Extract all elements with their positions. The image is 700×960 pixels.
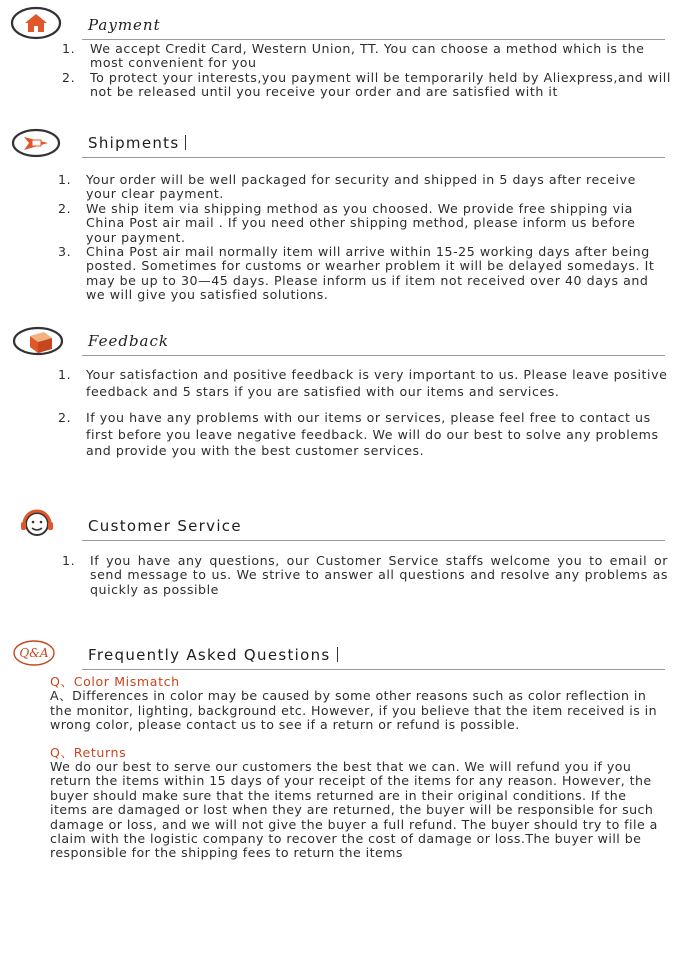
faq-entries [50,675,666,861]
item-number: 1. [58,172,72,187]
item-text: If you have any problems with our items or services, please feel free to contact us first before you leave negative feedback. We will do our best to solve any problems and provide you with the best customer services. [86,410,659,459]
shipments-title [88,134,186,152]
list-item [58,245,666,303]
list-item [62,42,672,71]
faq-question: Q、Returns [50,744,127,760]
faq-answer: A、Differences in color may be caused by some other reasons such as color reflection in the monitor, lighting, background etc. However, if you believe that the item received is in wrong color, please contact us to see if a return or refund is possible. [50,688,658,733]
list-item [58,202,666,245]
item-text: We ship item via shipping method as you choosed. We provide free shipping via China Post air mail . If you need other shipping method, please inform us before your payment. [86,200,636,245]
item-text: Your satisfaction and positive feedback is very important to us. Please leave positive feedback and 5 stars if you are satisfied with our items and services. [86,367,668,399]
feedback-divider [82,355,665,356]
customer-service-section-header [10,507,665,541]
list-item [58,410,670,460]
box-icon [10,322,66,356]
payment-section-header [10,6,665,40]
shipments-section-header [10,124,665,158]
payment-divider [82,39,665,40]
item-number: 1. [62,41,76,56]
plane-icon [10,124,66,158]
qa-icon-label: Q&A [19,646,49,660]
payment-title: Payment [88,16,161,34]
item-number: 1. [58,367,72,382]
feedback-list [58,367,670,460]
list-item [62,71,672,100]
item-text: To protect your interests,you payment will be temporarily held by Aliexpress,and will not be released until you receive your order and are satisfied with it [90,69,671,100]
faq-section-header [10,636,665,670]
faq-title-text: Frequently Asked Questions [88,646,331,664]
shipments-list [58,173,666,303]
headset-icon [10,507,66,541]
item-text: If you have any questions, our Customer Service staffs welcome you to email or send message to us. We strive to answer all questions and resolve any problems as quickly as possible [90,553,668,597]
item-number: 3. [58,244,72,260]
item-number: 2. [62,69,76,85]
faq-divider [82,669,665,670]
item-text: We accept Credit Card, Western Union, TT. You can choose a method which is the most convenient for you [90,41,645,71]
qa-icon [10,636,66,670]
faq-title [88,646,338,664]
text-cursor [337,647,338,662]
list-item [62,554,668,597]
shipments-title-text: Shipments [88,134,180,152]
text-cursor [185,135,186,150]
customer-service-list [62,554,668,597]
customer-service-title: Customer Service [88,517,242,535]
customer-service-divider [82,540,665,541]
item-number: 2. [58,200,72,216]
item-text: China Post air mail normally item will arrive within 15-25 working days after being posted. Sometimes for customs or wearher problem it will be delayed somedays. It may be up to 30—45 days. Please inform us if item not received over 40 days and we will give you satisfied solutions. [86,244,655,303]
faq-question: Q、Color Mismatch [50,674,180,689]
item-number: 2. [58,410,72,426]
payment-list [62,42,672,100]
list-item [58,173,666,202]
list-item [58,367,670,400]
item-text: Your order will be well packaged for security and shipped in 5 days after receive your clear payment. [86,172,636,202]
faq-answer: We do our best to serve our customers the best that we can. We will refund you if you return the items within 15 days of your receipt of the items for any reason. However, the buyer should make sure that the items returned are in their original conditions. If the items are damaged or lost when they are returned, the buyer will be responsible for such damage or loss, and we will not give the buyer a full refund. The buyer should try to file a claim with the logistic company to recover the cost of damage or loss.The buyer will be responsible for the shipping fees to return the items [50,759,658,861]
shipments-divider [82,157,665,158]
feedback-section-header [10,322,665,356]
feedback-title: Feedback [88,332,169,350]
house-icon [10,6,66,40]
item-number: 1. [62,553,76,568]
